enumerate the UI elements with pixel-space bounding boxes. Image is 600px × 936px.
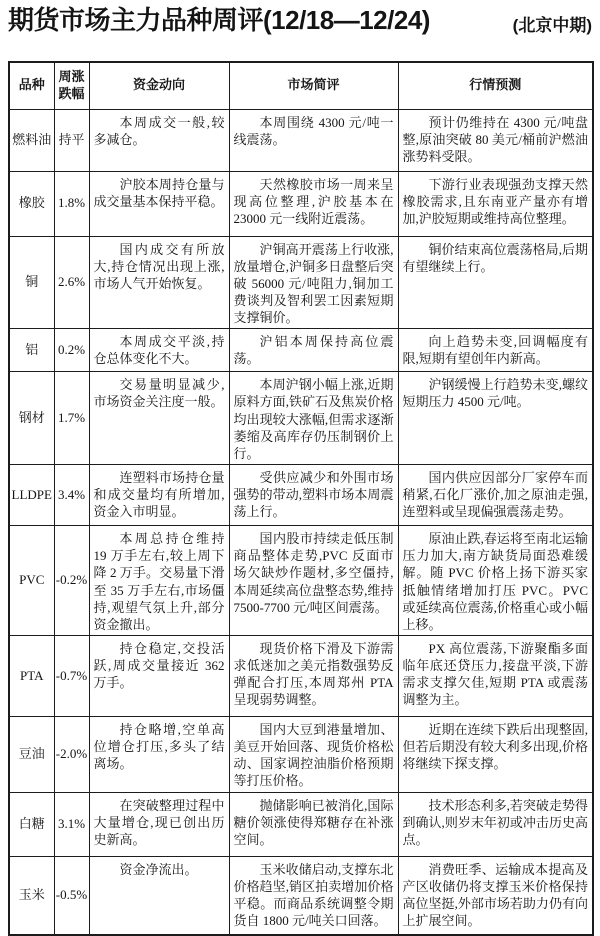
variety-cell: 白糖	[9, 792, 54, 856]
capital-cell: 持仓稳定,交投活跃,周成交量接近 362 万手。	[89, 636, 229, 717]
change-cell: 3.1%	[54, 792, 89, 856]
capital-cell: 在突破整理过程中大量增仓,现已创出历史新高。	[89, 792, 229, 856]
header-forecast: 行情预测	[398, 62, 593, 109]
change-cell: 0.2%	[54, 329, 89, 372]
variety-cell: 橡胶	[9, 171, 54, 236]
source-byline: (北京中期)	[512, 16, 592, 35]
table-row	[9, 109, 593, 171]
brief-cell: 国内大豆到港量增加、美豆开始回落、现货价格松动、国家调控油脂价格预期等打压价格。	[229, 717, 398, 793]
table-row	[9, 636, 593, 717]
capital-cell: 本周总持仓维持 19 万手左右,较上周下降 2 万手。交易量下滑至 35 万手左右,市场僵持,观望气氛上升,部分资金撤出。	[89, 526, 229, 636]
brief-cell: 沪铜高开震荡上行收涨,放量增仓,沪铜多日盘整后突破 56000 元/吨阻力,铜加工费谈判及智利罢工因素短期支撑铜价。	[229, 236, 398, 329]
capital-cell: 本周成交平淡,持仓总体变化不大。	[89, 329, 229, 372]
table-row	[9, 465, 593, 526]
table-row	[9, 329, 593, 372]
table-row	[9, 856, 593, 935]
review-table	[8, 61, 594, 936]
brief-cell: 受供应减少和外围市场强势的带动,塑料市场本周震荡上行。	[229, 465, 398, 526]
capital-cell: 交易量明显减少,市场资金关注度一般。	[89, 372, 229, 465]
capital-cell: 沪胶本周持仓量与成交量基本保持平稳。	[89, 171, 229, 236]
table-row	[9, 236, 593, 329]
forecast-cell: 技术形态利多,若突破走势得到确认,则岁末年初或冲击历史高点。	[398, 792, 593, 856]
forecast-cell: 向上趋势未变,回调幅度有限,短期有望创年内新高。	[398, 329, 593, 372]
forecast-cell: 国内供应因部分厂家停车而稍紧,石化厂涨价,加之原油走强,连塑料或呈现偏强震荡走势。	[398, 465, 593, 526]
change-cell: 1.8%	[54, 171, 89, 236]
variety-cell: PVC	[9, 526, 54, 636]
brief-cell: 本周沪钢小幅上涨,近期原料方面,铁矿石及焦炭价格均出现较大涨幅,但需求逐渐萎缩及高库存仍压制钢价上行。	[229, 372, 398, 465]
forecast-cell: 原油止跌,春运将至南北运输压力加大,南方缺货局面恐难缓解。随 PVC 价格上扬下游买家抵触情绪增加打压 PVC。PVC 或延续高位震荡,价格重心或小幅上移。	[398, 526, 593, 636]
variety-cell: 铜	[9, 236, 54, 329]
brief-cell: 现货价格下滑及下游需求低迷加之美元指数强势反弹配合打压,本周郑州 PTA 呈现弱势调整。	[229, 636, 398, 717]
change-cell: -0.7%	[54, 636, 89, 717]
table-row	[9, 717, 593, 793]
forecast-cell: 消费旺季、运输成本提高及产区收储仍将支撑玉米价格保持高位坚挺,外部市场若助力仍有向上扩展空间。	[398, 856, 593, 935]
masthead	[8, 6, 592, 61]
header-variety: 品种	[9, 62, 54, 109]
brief-cell: 天然橡胶市场一周来呈现高位整理,沪胶基本在 23000 元一线附近震荡。	[229, 171, 398, 236]
change-cell: -0.5%	[54, 856, 89, 935]
variety-cell: 燃料油	[9, 109, 54, 171]
brief-cell: 本周围绕 4300 元/吨一线震荡。	[229, 109, 398, 171]
brief-cell: 沪铝本周保持高位震荡。	[229, 329, 398, 372]
brief-cell: 玉米收储启动,支撑东北价格趋坚,销区拍卖增加价格平稳。而商品系统调整令期货自 1800 元/吨关口回落。	[229, 856, 398, 935]
page-title: 期货市场主力品种周评(12/18—12/24)	[8, 5, 430, 35]
header-capital: 资金动向	[89, 62, 229, 109]
capital-cell: 资金净流出。	[89, 856, 229, 935]
change-cell: 持平	[54, 109, 89, 171]
forecast-cell: 下游行业表现强劲支撑天然橡胶需求,且东南亚产量亦有增加,沪胶短期或维持高位整理。	[398, 171, 593, 236]
forecast-cell: 沪钢缓慢上行趋势未变,螺纹短期压力 4500 元/吨。	[398, 372, 593, 465]
change-cell: 3.4%	[54, 465, 89, 526]
variety-cell: 铝	[9, 329, 54, 372]
table-row	[9, 526, 593, 636]
table-row	[9, 792, 593, 856]
change-cell: 2.6%	[54, 236, 89, 329]
change-cell: 1.7%	[54, 372, 89, 465]
capital-cell: 连塑料市场持仓量和成交量均有所增加,资金入市明显。	[89, 465, 229, 526]
brief-cell: 国内股市持续走低压制商品整体走势,PVC 反面市场欠缺炒作题材,多空僵持,本周延续高位盘整态势,维持 7500-7700 元/吨区间震荡。	[229, 526, 398, 636]
change-cell: -0.2%	[54, 526, 89, 636]
forecast-cell: 铜价结束高位震荡格局,后期有望继续上行。	[398, 236, 593, 329]
variety-cell: PTA	[9, 636, 54, 717]
table-row	[9, 372, 593, 465]
capital-cell: 国内成交有所放大,持仓情况出现上涨,市场人气开始恢复。	[89, 236, 229, 329]
change-cell: -2.0%	[54, 717, 89, 793]
variety-cell: 钢材	[9, 372, 54, 465]
forecast-cell: 近期在连续下跌后出现整固,但若后期没有较大利多出现,价格将继续下探支撑。	[398, 717, 593, 793]
header-change: 周涨跌幅	[54, 62, 89, 109]
variety-cell: 豆油	[9, 717, 54, 793]
header-row	[9, 62, 593, 109]
header-brief: 市场简评	[229, 62, 398, 109]
variety-cell: 玉米	[9, 856, 54, 935]
capital-cell: 本周成交一般,较多减仓。	[89, 109, 229, 171]
forecast-cell: PX 高位震荡,下游聚酯多面临年底还贷压力,接盘平淡,下游需求支撑欠佳,短期 PTA 或震荡调整为主。	[398, 636, 593, 717]
brief-cell: 抛储影响已被消化,国际糖价领涨使得郑糖存在补涨空间。	[229, 792, 398, 856]
capital-cell: 持仓略增,空单高位增仓打压,多头了结离场。	[89, 717, 229, 793]
variety-cell: LLDPE	[9, 465, 54, 526]
table-row	[9, 171, 593, 236]
forecast-cell: 预计仍维持在 4300 元/吨盘整,原油突破 80 美元/桶前沪燃油涨势料受限。	[398, 109, 593, 171]
